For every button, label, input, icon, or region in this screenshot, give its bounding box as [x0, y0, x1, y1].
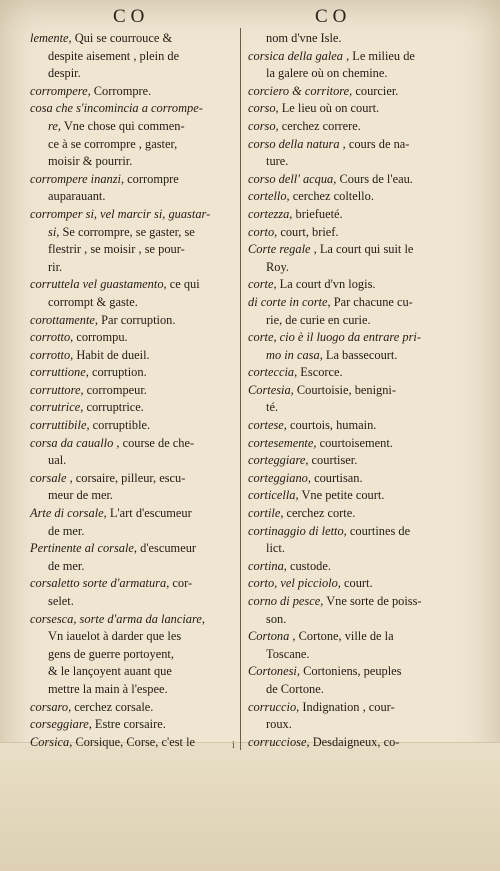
entry-headword: cortezza,	[248, 206, 293, 221]
entry-definition: despite aisement , plein de	[48, 48, 180, 63]
entry-definition: corrompre	[124, 171, 179, 186]
entry-definition: Roy.	[266, 259, 289, 274]
entry-line	[248, 523, 448, 541]
entry-definition: flestrir , se moisir , se pour-	[48, 242, 185, 257]
header-right-letters: CO	[315, 6, 352, 27]
entry-headword: Cortona	[248, 629, 290, 644]
entry-headword: corruccio,	[248, 699, 300, 714]
entry-definition: Habit de dueil.	[73, 347, 150, 362]
entry-line	[248, 663, 448, 681]
entry-headword: corte,	[248, 277, 277, 292]
entry-headword: di corte in corte,	[248, 294, 331, 309]
entry-definition: , corsaire, pilleur, escu-	[66, 470, 186, 485]
entry-headword: cortesemente,	[248, 435, 317, 450]
entry-line	[30, 171, 238, 189]
entry-definition: Vne chose qui commen-	[60, 118, 185, 133]
entry-line	[248, 100, 448, 118]
entry-definition: , Cortone, ville de la	[289, 629, 394, 644]
entry-definition: de mer.	[48, 558, 85, 573]
entry-definition: despir.	[48, 66, 81, 81]
entry-line	[248, 628, 448, 646]
entry-definition: Par corruption.	[98, 312, 176, 327]
entry-definition: courtines de	[346, 523, 411, 538]
entry-line	[248, 83, 448, 101]
entry-headword: corso,	[248, 118, 279, 133]
entry-definition: rie, de curie en curie.	[266, 312, 371, 327]
entry-line	[30, 83, 238, 101]
entry-definition: courtiser.	[308, 453, 358, 468]
entry-line	[248, 118, 448, 136]
entry-line	[248, 487, 448, 505]
entry-line	[248, 716, 448, 734]
entry-line	[248, 611, 448, 629]
entry-line	[30, 716, 238, 734]
entry-definition: de Cortone.	[266, 681, 324, 696]
signature-mark: i	[232, 740, 235, 751]
entry-definition: La court qui suit le	[316, 242, 414, 257]
entry-line	[248, 470, 448, 488]
entry-definition: gens de guerre portoyent,	[48, 646, 174, 661]
entry-definition: nom d'vne Isle.	[266, 31, 342, 45]
entry-line	[30, 487, 238, 505]
entry-line	[30, 312, 238, 330]
entry-definition: briefueté.	[292, 206, 343, 221]
entry-definition: Cortoniens, peuples	[299, 664, 402, 679]
entry-line	[30, 118, 238, 136]
entry-definition: corruptrice.	[83, 400, 144, 415]
entry-line	[248, 382, 448, 400]
entry-line	[248, 435, 448, 453]
entry-definition: mettre la main à l'espee.	[48, 681, 168, 696]
entry-definition: corrompu.	[73, 330, 128, 345]
entry-headword: mo in casa,	[266, 347, 323, 362]
entry-headword: lemente,	[30, 31, 72, 45]
entry-definition: ce à se corrompre , gaster,	[48, 136, 178, 151]
entry-headword: corruttibile,	[30, 418, 90, 433]
entry-headword: corso della natura ,	[248, 136, 346, 151]
entry-headword: corsesca, sorte d'arma da lanciare,	[30, 611, 205, 626]
entry-line	[248, 30, 448, 48]
entry-definition: té.	[266, 400, 279, 415]
entry-definition: Qui se courrouce &	[71, 31, 173, 45]
entry-line	[248, 241, 448, 259]
entry-headword: cortile,	[248, 506, 284, 521]
entry-line	[30, 30, 238, 48]
entry-line	[30, 540, 238, 558]
entry-definition: courtoisement.	[316, 435, 393, 450]
entry-line	[30, 628, 238, 646]
entry-line	[248, 540, 448, 558]
entry-headword: Corsica,	[30, 734, 73, 749]
entry-definition: auparauant.	[48, 189, 106, 204]
entry-headword: corciero & corritore,	[248, 83, 353, 98]
entry-headword: corrompere,	[30, 83, 91, 98]
entry-definition: Se corrompre, se gaster, se	[59, 224, 195, 239]
entry-headword: corrotto,	[30, 347, 74, 362]
entry-headword: Cortonesi,	[248, 664, 300, 679]
left-column	[30, 30, 238, 751]
entry-headword: corsale	[30, 470, 67, 485]
entry-line	[30, 100, 238, 118]
column-divider-rule	[240, 28, 241, 750]
entry-line	[30, 153, 238, 171]
entry-definition: cerchez correre.	[278, 118, 361, 133]
entry-line	[248, 329, 448, 347]
entry-line	[248, 153, 448, 171]
entry-definition: Courtoisie, benigni-	[293, 382, 396, 397]
entry-line	[30, 399, 238, 417]
entry-line	[30, 611, 238, 629]
entry-line	[30, 294, 238, 312]
page-bottom-margin	[0, 742, 500, 871]
entry-line	[248, 505, 448, 523]
entry-line	[248, 558, 448, 576]
entry-headword: cortello,	[248, 189, 290, 204]
entry-line	[248, 593, 448, 611]
entry-definition: court, brief.	[277, 224, 339, 239]
right-column	[248, 30, 448, 751]
entry-headword: corteggiano,	[248, 470, 311, 485]
entry-line	[30, 224, 238, 242]
entry-line	[248, 136, 448, 154]
entry-definition: son.	[266, 611, 287, 626]
entry-line	[248, 224, 448, 242]
entry-headword: corrompere inanzi,	[30, 171, 125, 186]
entry-line	[30, 681, 238, 699]
entry-headword: Corte regale ,	[248, 242, 317, 257]
entry-definition: cerchez corte.	[283, 506, 356, 521]
entry-definition: ture.	[266, 154, 289, 169]
entry-definition: Corsique, Corse, c'est le	[72, 734, 196, 749]
entry-definition: Vne petite court.	[298, 488, 385, 503]
entry-headword: cosa che s'incomincia a corrompe-	[30, 101, 203, 116]
entry-headword: corto, vel picciolo,	[248, 576, 341, 591]
entry-line	[30, 136, 238, 154]
entry-headword: corsica della galea ,	[248, 48, 350, 63]
entry-line	[30, 259, 238, 277]
entry-line	[248, 276, 448, 294]
entry-line	[248, 48, 448, 66]
entry-definition: rir.	[48, 259, 63, 274]
entry-definition: Le milieu de	[349, 48, 415, 63]
entry-headword: corseggiare,	[30, 717, 92, 732]
entry-headword: corso,	[248, 101, 279, 116]
entry-definition: Estre corsaire.	[91, 717, 166, 732]
entry-line	[30, 382, 238, 400]
entry-definition: corruption.	[88, 365, 147, 380]
entry-definition: cor-	[169, 576, 193, 591]
entry-line	[30, 699, 238, 717]
entry-definition: d'escumeur	[137, 541, 197, 556]
entry-headword: corrucciose,	[248, 734, 310, 749]
entry-definition: La court d'vn logis.	[276, 277, 376, 292]
entry-headword: si,	[48, 224, 60, 239]
entry-headword: corsaro,	[30, 699, 72, 714]
entry-line	[248, 364, 448, 382]
entry-definition: custode.	[286, 558, 331, 573]
entry-headword: corruttore,	[30, 382, 84, 397]
entry-definition: Cours de l'eau.	[336, 171, 413, 186]
entry-line	[248, 312, 448, 330]
entry-headword: corruttione,	[30, 365, 89, 380]
entry-definition: L'art d'escumeur	[106, 506, 192, 521]
entry-definition: cerchez coltello.	[289, 189, 374, 204]
entry-line	[30, 558, 238, 576]
entry-line	[248, 681, 448, 699]
entry-definition: ce qui	[166, 277, 200, 292]
entry-line	[248, 734, 448, 752]
entry-line	[30, 241, 238, 259]
entry-line	[30, 505, 238, 523]
entry-headword: corsa da cauallo ,	[30, 435, 120, 450]
entry-definition: cerchez corsale.	[71, 699, 154, 714]
entry-line	[30, 435, 238, 453]
entry-headword: corruttela vel guastamento,	[30, 277, 167, 292]
entry-line	[30, 734, 238, 752]
entry-line	[30, 593, 238, 611]
entry-headword: corticella,	[248, 488, 299, 503]
entry-line	[30, 188, 238, 206]
entry-definition: roux.	[266, 717, 292, 732]
entry-line	[30, 470, 238, 488]
entry-line	[248, 294, 448, 312]
running-header	[0, 6, 500, 28]
entry-definition: court.	[340, 576, 373, 591]
entry-definition: Vn iauelot à darder que les	[48, 629, 182, 644]
entry-line	[30, 329, 238, 347]
entry-headword: cortina,	[248, 558, 287, 573]
entry-line	[248, 65, 448, 83]
entry-headword: corno di pesce,	[248, 594, 324, 608]
entry-definition: meur de mer.	[48, 488, 114, 503]
entry-line	[248, 347, 448, 365]
entry-headword: corteggiare,	[248, 453, 309, 468]
entry-line	[30, 48, 238, 66]
entry-definition: course de che-	[119, 435, 195, 450]
entry-definition: selet.	[48, 594, 74, 608]
entry-headword: Cortesia,	[248, 382, 294, 397]
entry-headword: re,	[48, 118, 61, 133]
entry-definition: courtisan.	[310, 470, 363, 485]
entry-line	[248, 171, 448, 189]
entry-definition: & le lançoyent auant que	[48, 664, 172, 679]
entry-headword: corso dell' acqua,	[248, 171, 337, 186]
entry-definition: Vne sorte de poiss-	[323, 594, 422, 608]
entry-definition: Indignation , cour-	[299, 699, 395, 714]
entry-line	[248, 646, 448, 664]
entry-definition: courtois, humain.	[286, 418, 377, 433]
entry-headword: Pertinente al corsale,	[30, 541, 138, 556]
entry-headword: corrotto,	[30, 330, 74, 345]
entry-line	[248, 206, 448, 224]
entry-headword: corteccia,	[248, 365, 298, 380]
entry-headword: corto,	[248, 224, 278, 239]
entry-definition: moisir & pourrir.	[48, 154, 133, 169]
entry-line	[30, 364, 238, 382]
entry-line	[30, 347, 238, 365]
entry-definition: la galere où on chemine.	[266, 66, 388, 81]
entry-line	[30, 523, 238, 541]
entry-definition: Corrompre.	[90, 83, 152, 98]
entry-headword: corromper si, vel marcir si, guastar-	[30, 206, 211, 221]
entry-line	[30, 663, 238, 681]
entry-headword: Arte di corsale,	[30, 506, 107, 521]
entry-line	[248, 452, 448, 470]
header-left-letters: CO	[113, 6, 150, 27]
entry-line	[30, 417, 238, 435]
entry-line	[30, 65, 238, 83]
entry-definition: Le lieu où on court.	[278, 101, 380, 116]
entry-definition: ual.	[48, 453, 67, 468]
entry-line	[248, 575, 448, 593]
entry-line	[30, 206, 238, 224]
entry-definition: corruptible.	[89, 418, 151, 433]
entry-definition: Escorce.	[297, 365, 343, 380]
entry-definition: courcier.	[352, 83, 399, 98]
entry-definition: Desdaigneux, co-	[309, 734, 400, 749]
entry-headword: corrutrice,	[30, 400, 84, 415]
entry-line	[248, 417, 448, 435]
entry-definition: Par chacune cu-	[330, 294, 413, 309]
entry-line	[30, 646, 238, 664]
entry-headword: corte, cio è il luogo da entrare pri-	[248, 330, 421, 345]
entry-line	[30, 575, 238, 593]
entry-line	[248, 259, 448, 277]
entry-headword: corottamente,	[30, 312, 99, 327]
entry-definition: de mer.	[48, 523, 85, 538]
entry-definition: cours de na-	[345, 136, 410, 151]
entry-line	[248, 699, 448, 717]
entry-line	[248, 399, 448, 417]
entry-headword: cortese,	[248, 418, 287, 433]
entry-definition: Toscane.	[266, 646, 310, 661]
entry-line	[248, 188, 448, 206]
entry-definition: lict.	[266, 541, 285, 556]
entry-definition: corrompt & gaste.	[48, 294, 138, 309]
entry-line	[30, 452, 238, 470]
entry-definition: corrompeur.	[83, 382, 147, 397]
entry-headword: cortinaggio di letto,	[248, 523, 347, 538]
entry-line	[30, 276, 238, 294]
entry-headword: corsaletto sorte d'armatura,	[30, 576, 170, 591]
entry-definition: La bassecourt.	[322, 347, 398, 362]
